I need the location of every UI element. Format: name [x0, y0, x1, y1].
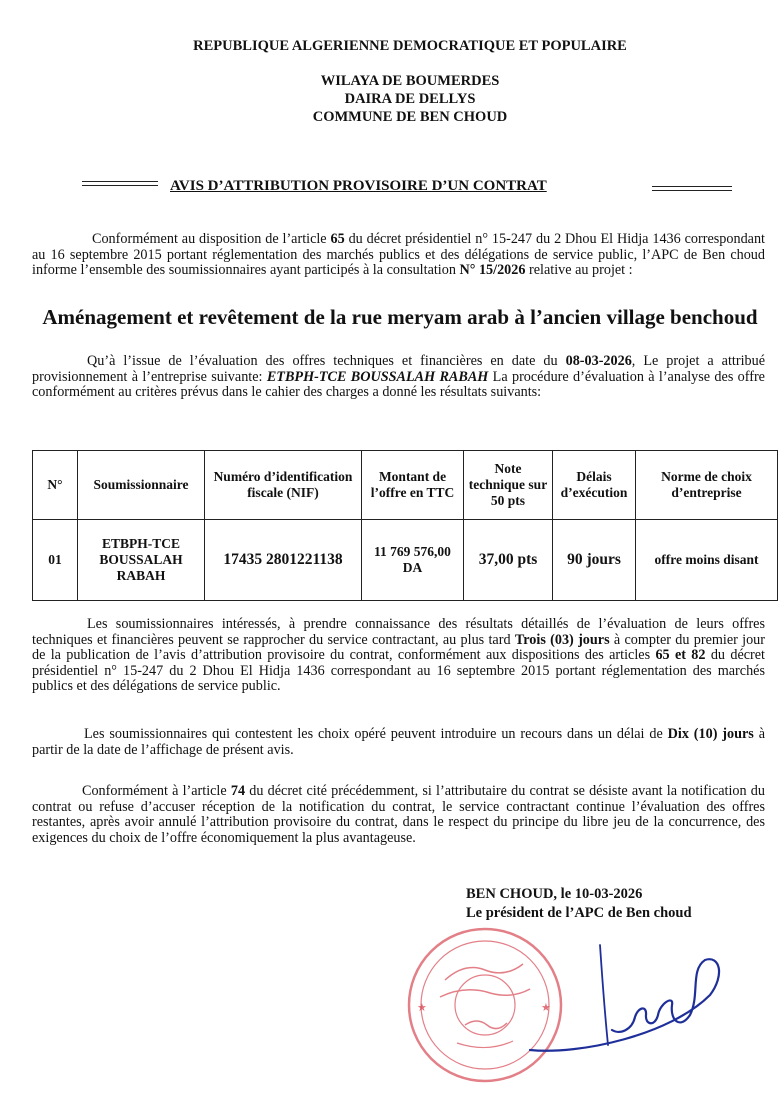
awarded-company: ETBPH-TCE BOUSSALAH RABAH	[266, 368, 489, 385]
table-header-row	[33, 451, 778, 520]
evaluation-date: 08-03-2026	[565, 353, 632, 369]
withdrawal-paragraph	[32, 784, 765, 846]
administration-header	[0, 72, 783, 126]
header-score: Note technique sur 50 pts	[464, 451, 553, 520]
results-table	[32, 450, 778, 601]
table-row	[33, 520, 778, 601]
header-bidder: Soumissionnaire	[78, 451, 205, 520]
title-rule	[652, 186, 732, 187]
notice-text-2: à compter du premier jour de la publication de l’avis d’attribution provisoire du contrat, conformément aux dispositions des articles	[32, 631, 766, 663]
intro-text-1: Conformément au disposition de l’article	[92, 231, 331, 247]
appeal-text-2: à partir de la date de l’affichage de présent avis.	[32, 726, 765, 758]
evaluation-text-1: Qu’à l’issue de l’évaluation des offres techniques et financières en date du	[87, 353, 566, 369]
title-rule	[82, 181, 158, 182]
notice-title: AVIS D’ATTRIBUTION PROVISOIRE D’UN CONTRAT	[170, 178, 547, 194]
intro-text-3: relative au projet :	[525, 262, 633, 278]
intro-article: 65	[330, 231, 345, 247]
notice-days: Trois (03) jours	[514, 631, 610, 648]
evaluation-text-3: La procédure d’évaluation à l’analyse des offre conformément au critères prévus dans le cahier des charges a donné les résultats suivants:	[32, 368, 765, 400]
consultation-number: N° 15/2026	[459, 262, 526, 278]
notice-text-3: du décret présidentiel n° 15-247 du 2 Dhou El Hidja 1436 correspondant au 16 septembre 2015 portant réglementation des marchés publics et des délégations de service public.	[32, 647, 765, 694]
intro-text-2: du décret présidentiel n° 15-247 du 2 Dhou El Hidja 1436 correspondant au 16 septembre 2015 portant réglementation des marchés publics et des délégations de service public, l’APC de Ben choud informe l’ensemble des soumissionnaires ayant participés à la consultation	[32, 231, 765, 278]
handwritten-signature	[520, 935, 740, 1075]
evaluation-paragraph	[32, 354, 765, 401]
withdrawal-article: 74	[230, 783, 246, 799]
evaluation-text-2: , Le projet a attribué provisionnement à l’entreprise suivante:	[32, 353, 766, 385]
header-delay: Délais d’exécution	[553, 451, 636, 520]
row-score: 37,00 pts	[464, 520, 553, 601]
header-nif: Numéro d’identification fiscale (NIF)	[205, 451, 362, 520]
row-nif: 17435 2801221138	[205, 520, 362, 601]
svg-text:★: ★	[541, 1001, 551, 1014]
notice-title-block	[82, 178, 652, 208]
daira-line: DAIRA DE DELLYS	[344, 91, 476, 107]
notice-text-1: Les soumissionnaires intéressés, à prendre connaissance des résultats détaillés de l’évaluation de leurs offres techniques et financières peuvent se rapprocher du service contractant, au plus tard	[32, 616, 765, 648]
row-bidder: ETBPH-TCE BOUSSALAH RABAH	[78, 520, 205, 601]
appeal-text-1: Les soumissionnaires qui contestent les choix opéré peuvent introduire un recours dans un délai de	[84, 726, 668, 742]
intro-paragraph	[32, 232, 765, 279]
signature-place-date: BEN CHOUD, le 10-03-2026	[466, 886, 643, 902]
row-delay: 90 jours	[553, 520, 636, 601]
row-number: 01	[33, 520, 78, 601]
signature-block	[466, 885, 692, 923]
project-title: Aménagement et revêtement de la rue meryam arab à l’ancien village benchoud	[42, 305, 758, 329]
appeal-paragraph	[32, 727, 765, 758]
signature-role: Le président de l’APC de Ben choud	[466, 905, 692, 921]
withdrawal-text-1: Conformément à l’article	[82, 783, 231, 799]
title-rule	[82, 185, 158, 186]
row-amount: 11 769 576,00 DA	[362, 520, 464, 601]
wilaya-line: WILAYA DE BOUMERDES	[320, 73, 500, 89]
header-amount: Montant de l’offre en TTC	[362, 451, 464, 520]
notice-paragraph	[32, 617, 765, 695]
row-criterion: offre moins disant	[636, 520, 778, 601]
title-rule	[652, 190, 732, 191]
republic-header: REPUBLIQUE ALGERIENNE DEMOCRATIQUE ET POPULAIRE	[193, 38, 627, 54]
notice-articles: 65 et 82	[655, 647, 706, 663]
commune-line: COMMUNE DE BEN CHOUD	[312, 109, 508, 125]
svg-text:★: ★	[417, 1001, 427, 1014]
withdrawal-text-2: du décret cité précédemment, si l’attributaire du contrat se désiste avant la notification du contrat ou refuse d’accuser réception de la notification du contrat, le service contractant continue l’évaluation des offres restantes, après avoir annulé l’attribution provisoire du contrat, dans le respect du principe du libre jeu de la concurrence, des exigences du choix de l’offre économiquement la plus avantageuse.	[32, 783, 765, 846]
header-criterion: Norme de choix d’entreprise	[636, 451, 778, 520]
appeal-days: Dix (10) jours	[667, 726, 754, 742]
header-number: N°	[33, 451, 78, 520]
